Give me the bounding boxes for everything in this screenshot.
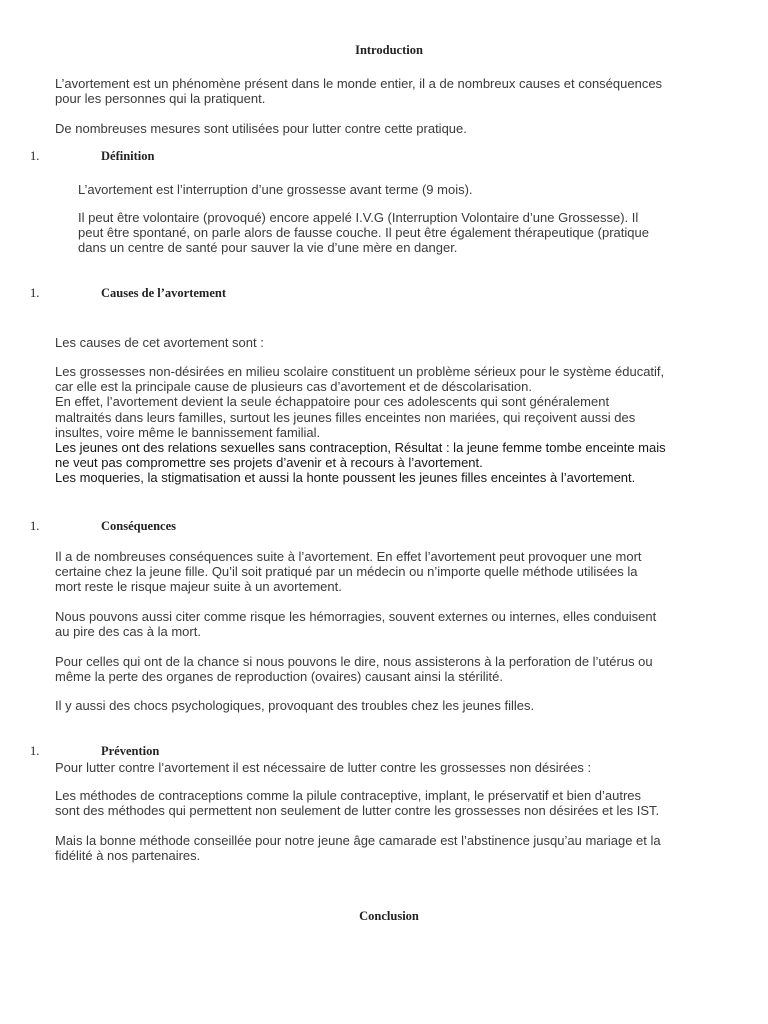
text-line: peut être spontané, on parle alors de fausse couche. Il peut être également thérapeutique (pratique (78, 225, 649, 241)
intro-paragraph-1 (55, 76, 662, 106)
prevention-paragraph-1 (55, 760, 591, 775)
consequences-paragraph-3 (55, 654, 653, 684)
intro-paragraph-2 (55, 121, 467, 136)
text-line: même la perte des organes de reproduction (ovaires) causant ainsi la stérilité. (55, 669, 504, 685)
text-line: pour les personnes qui la pratiquent. (55, 91, 266, 107)
section-number: 1. (30, 286, 40, 300)
text-line: De nombreuses mesures sont utilisées pour lutter contre cette pratique. (55, 121, 467, 136)
consequences-paragraph-1 (55, 549, 642, 595)
causes-paragraph-1 (55, 335, 264, 350)
text-line: Pour celles qui ont de la chance si nous pouvons le dire, nous assisterons à la perforation de l’utérus ou (55, 654, 653, 669)
text-line: Il a de nombreuses conséquences suite à l’avortement. En effet l’avortement peut provoquer une mort (55, 549, 642, 564)
definition-paragraph-2 (78, 210, 649, 256)
text-line: Il y aussi des chocs psychologiques, provoquant des troubles chez les jeunes filles. (55, 698, 535, 713)
text-line: Les grossesses non-désirées en milieu scolaire constituent un problème sérieux pour le système éducatif, (55, 364, 665, 379)
consequences-paragraph-2 (55, 609, 656, 639)
text-line: Les causes de cet avortement sont : (55, 335, 264, 350)
text-line: certaine chez la jeune fille. Qu’il soit pratiqué par un médecin ou n’importe quelle méthode utilisées la (55, 564, 638, 580)
text-line: Les moqueries, la stigmatisation et aussi la honte poussent les jeunes filles enceintes à l’avortement. (55, 470, 636, 486)
text-line: dans un centre de santé pour sauver la vie d’une mère en danger. (78, 240, 458, 256)
text-line: Nous pouvons aussi citer comme risque les hémorragies, souvent externes ou internes, elles conduisent (55, 609, 657, 624)
section-title: Prévention (101, 744, 160, 758)
section-title: Conséquences (101, 519, 177, 533)
text-line: au pire des cas à la mort. (55, 624, 201, 640)
text-line: Pour lutter contre l’avortement il est nécessaire de lutter contre les grossesses non désirées : (55, 760, 592, 775)
text-line: Les jeunes ont des relations sexuelles sans contraception, Résultat : la jeune femme tombe enceinte mais (55, 439, 666, 455)
prevention-paragraph-3 (55, 833, 661, 863)
title-conclusion: Conclusion (359, 909, 419, 923)
text-line: Il peut être volontaire (provoqué) encore appelé I.V.G (Interruption Volontaire d’une Grossesse). Il (78, 210, 639, 225)
section-number: 1. (30, 519, 40, 533)
consequences-paragraph-4 (55, 698, 534, 713)
text-line: insultes, voire même le bannissement familial. (55, 424, 321, 440)
text-line: Mais la bonne méthode conseillée pour notre jeune âge camarade est l’abstinence jusqu’au mariage et la (55, 833, 661, 848)
section-title: Définition (101, 149, 155, 163)
text-line: sont des méthodes qui permettent non seulement de lutter contre les grossesses non désirées et les IST. (55, 803, 660, 819)
section-title: Causes de l’avortement (101, 286, 226, 300)
text-line: En effet, l’avortement devient la seule échappatoire pour ces adolescents qui sont généralement (55, 394, 610, 410)
text-line: maltraités dans leurs familles, surtout les jeunes filles enceintes non mariées, qui reçoivent aussi des (55, 409, 636, 425)
section-number: 1. (30, 149, 40, 163)
title-introduction: Introduction (355, 43, 423, 57)
prevention-paragraph-2 (55, 788, 659, 818)
text-line: L’avortement est l’interruption d’une grossesse avant terme (9 mois). (78, 182, 473, 197)
definition-paragraph-1 (78, 182, 473, 197)
text-line: ne veut pas compromettre ses projets d’avenir et à recours à l’avortement. (55, 455, 483, 471)
text-line: L’avortement est un phénomène présent dans le monde entier, il a de nombreux causes et conséquences (55, 76, 663, 91)
text-line: Les méthodes de contraceptions comme la pilule contraceptive, implant, le préservatif et bien d’autres (55, 788, 642, 803)
text-line: fidélité à nos partenaires. (55, 848, 201, 864)
section-number: 1. (30, 744, 40, 758)
causes-paragraph-2 (55, 364, 666, 486)
text-line: car elle est la principale cause de plusieurs cas d’avortement et de déscolarisation. (55, 379, 532, 395)
text-line: mort reste le risque majeur suite à un avortement. (55, 579, 342, 595)
